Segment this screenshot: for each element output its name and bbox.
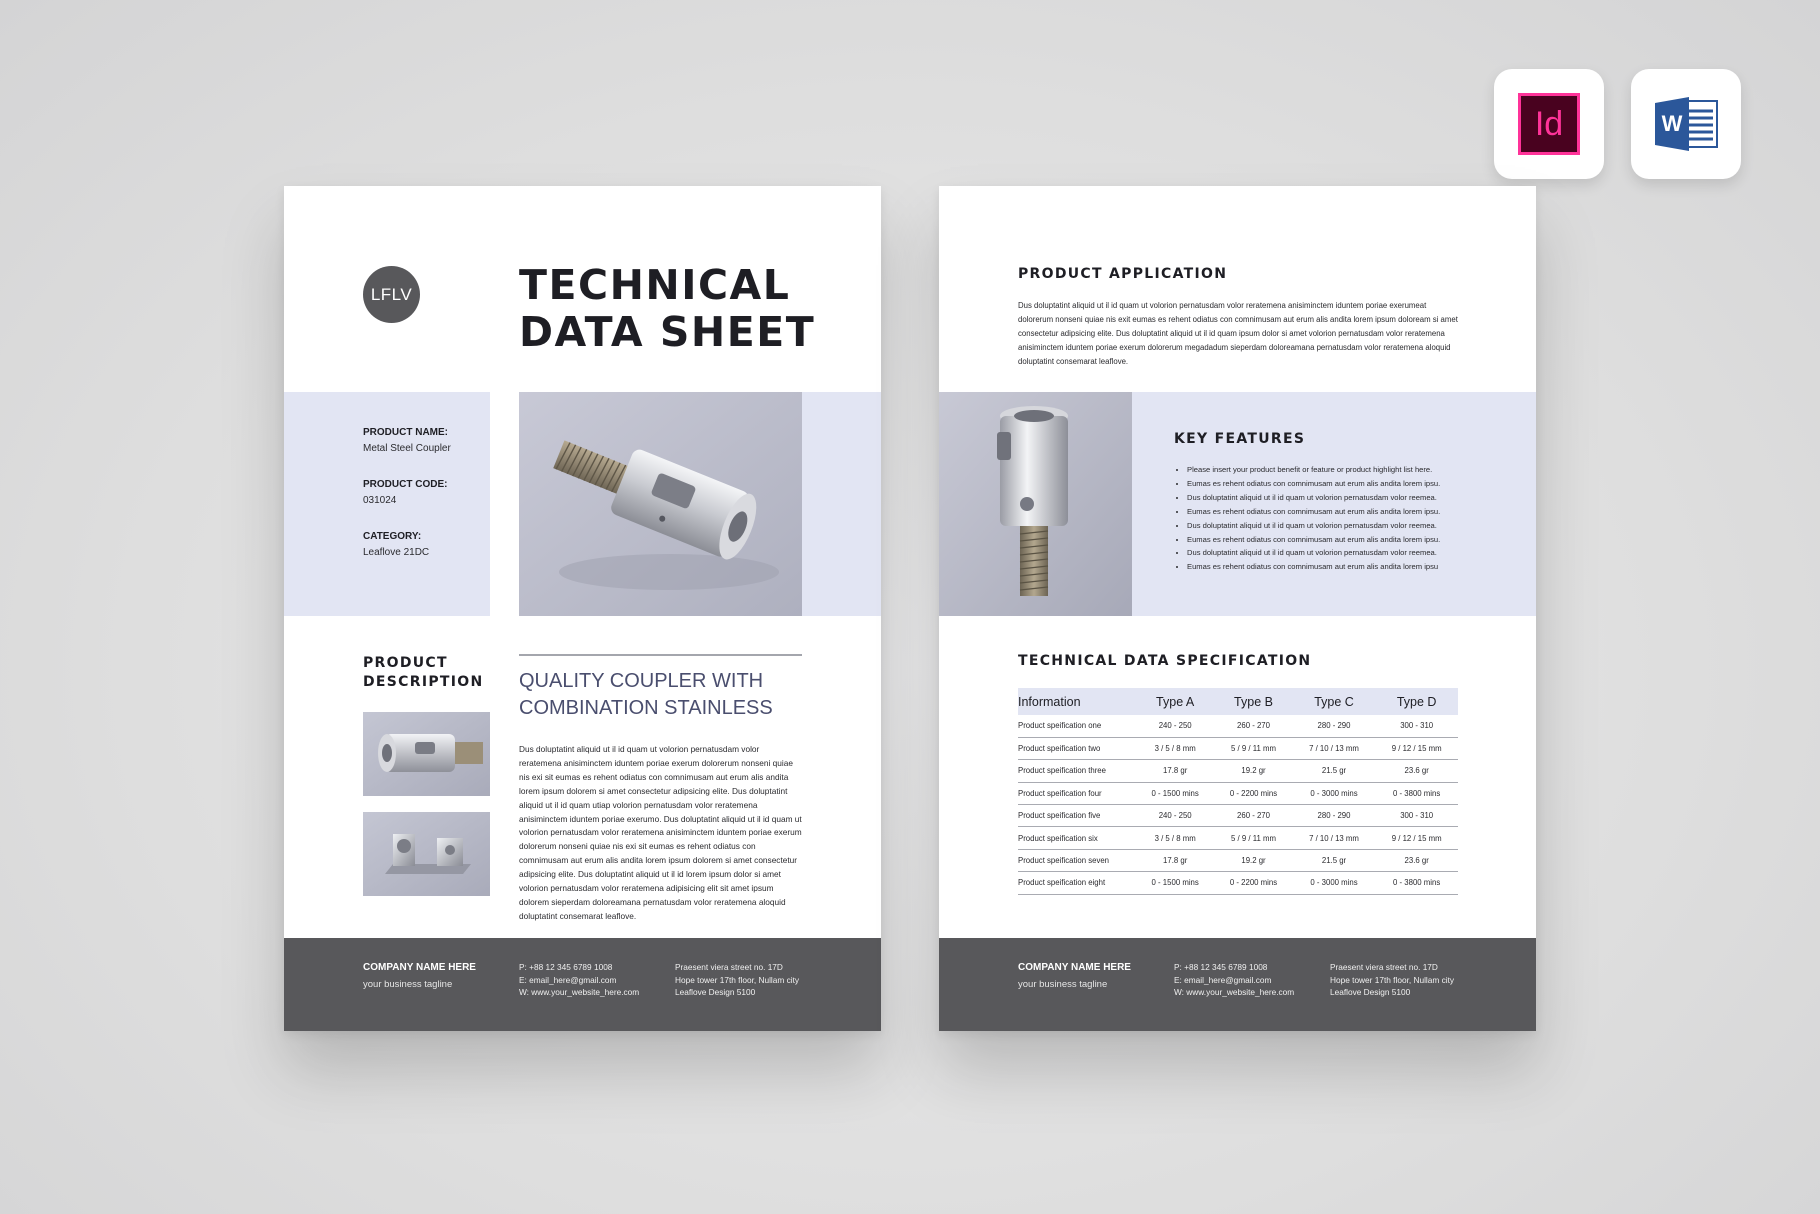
- page-front: [284, 186, 881, 1031]
- svg-text:W: W: [1661, 111, 1683, 136]
- product-thumbnail-2: [363, 812, 490, 896]
- indesign-badge: [1494, 69, 1604, 179]
- spec-cell: Product speification eight: [1018, 872, 1136, 894]
- footer-tagline: your business tagline: [363, 979, 453, 990]
- footer-tagline: your business tagline: [1018, 979, 1108, 990]
- footer-address-line2: Hope tower 17th floor, Nullam city: [675, 974, 800, 985]
- spec-header-cell: Type D: [1375, 688, 1458, 715]
- band-gap: [490, 392, 519, 616]
- page-title-line1: TECHNICAL: [519, 261, 791, 309]
- spec-cell: 23.6 gr: [1375, 849, 1458, 871]
- feature-item: • Please insert your product benefit or feature or product highlight list here.: [1187, 463, 1517, 477]
- spec-cell: Product speification five: [1018, 805, 1136, 827]
- key-features-list: [1187, 463, 1517, 574]
- page-back: [939, 186, 1536, 1031]
- feature-item: • Dus doluptatint aliquid ut il id quam ut volorion pernatusdam volor reemea.: [1187, 519, 1517, 533]
- spec-cell: 240 - 250: [1136, 805, 1214, 827]
- spec-cell: 3 / 5 / 8 mm: [1136, 737, 1214, 759]
- spec-cell: 0 - 2200 mins: [1214, 872, 1292, 894]
- spec-header-cell: Type B: [1214, 688, 1292, 715]
- footer-address-line1: Praesent viera street no. 17D: [1330, 962, 1438, 972]
- table-row: [1018, 760, 1458, 782]
- footer-company: COMPANY NAME HERE: [1018, 962, 1131, 973]
- spec-cell: Product speification six: [1018, 827, 1136, 849]
- product-application-heading: PRODUCT APPLICATION: [1018, 266, 1228, 282]
- category-value: Leaflove 21DC: [363, 547, 430, 558]
- product-name-value: Metal Steel Coupler: [363, 443, 451, 454]
- table-row: [1018, 715, 1458, 737]
- spec-cell: 0 - 3000 mins: [1293, 872, 1376, 894]
- spec-table: [1018, 688, 1458, 895]
- brand-logo: LFLV: [363, 266, 420, 323]
- table-row: [1018, 827, 1458, 849]
- product-thumbnail-1: [363, 712, 490, 796]
- spec-cell: 260 - 270: [1214, 715, 1292, 737]
- product-name-label: PRODUCT NAME:: [363, 427, 448, 438]
- spec-cell: 240 - 250: [1136, 715, 1214, 737]
- spec-header-row: [1018, 688, 1458, 715]
- quality-heading-line1: QUALITY COUPLER WITH: [519, 670, 764, 692]
- spec-cell: 300 - 310: [1375, 715, 1458, 737]
- feature-item: • Dus doluptatint aliquid ut il id quam ut volorion pernatusdam volor reemea.: [1187, 491, 1517, 505]
- feature-item: • Eumas es rehent odiatus con comnimusam aut erum alis andita lorem ipsu.: [1187, 477, 1517, 491]
- spec-cell: 0 - 3800 mins: [1375, 872, 1458, 894]
- feature-item: • Eumas es rehent odiatus con comnimusam aut erum alis andita lorem ipsu: [1187, 560, 1517, 574]
- footer-contact: [519, 961, 639, 999]
- footer-email: E: email_here@gmail.com: [519, 974, 617, 985]
- quality-heading: [519, 668, 819, 722]
- spec-cell: 3 / 5 / 8 mm: [1136, 827, 1214, 849]
- spec-cell: 9 / 12 / 15 mm: [1375, 737, 1458, 759]
- spec-header-cell: Information: [1018, 688, 1136, 715]
- footer-address: [1330, 961, 1454, 999]
- quality-heading-line2: COMBINATION STAINLESS: [519, 697, 773, 719]
- table-row: [1018, 805, 1458, 827]
- footer-address-line3: Leaflove Design 5100: [675, 987, 756, 997]
- spec-heading: TECHNICAL DATA SPECIFICATION: [1018, 653, 1312, 669]
- description-heading-line1: PRODUCT: [363, 655, 448, 671]
- table-row: [1018, 872, 1458, 894]
- footer-address: [675, 961, 799, 999]
- feature-photo: [939, 392, 1132, 616]
- footer-address-line1: Praesent viera street no. 17D: [675, 962, 783, 972]
- table-row: [1018, 849, 1458, 871]
- spec-cell: 21.5 gr: [1293, 849, 1376, 871]
- spec-cell: Product speification seven: [1018, 849, 1136, 871]
- spec-cell: Product speification two: [1018, 737, 1136, 759]
- table-row: [1018, 782, 1458, 804]
- spec-cell: 0 - 2200 mins: [1214, 782, 1292, 804]
- spec-cell: 260 - 270: [1214, 805, 1292, 827]
- indesign-icon: [1518, 93, 1580, 155]
- spec-cell: 0 - 3800 mins: [1375, 782, 1458, 804]
- footer-phone: P: +88 12 345 6789 1008: [519, 962, 613, 972]
- page-title-line2: DATA SHEET: [519, 308, 816, 356]
- category-label: CATEGORY:: [363, 531, 422, 542]
- spec-cell: 300 - 310: [1375, 805, 1458, 827]
- description-heading-line2: DESCRIPTION: [363, 674, 484, 690]
- spec-cell: 19.2 gr: [1214, 849, 1292, 871]
- indesign-icon-text: Id: [1534, 104, 1564, 143]
- feature-item: • Eumas es rehent odiatus con comnimusam aut erum alis andita lorem ipsu.: [1187, 533, 1517, 547]
- spec-cell: 17.8 gr: [1136, 849, 1214, 871]
- spec-cell: Product speification one: [1018, 715, 1136, 737]
- spec-cell: 7 / 10 / 13 mm: [1293, 737, 1376, 759]
- product-code-label: PRODUCT CODE:: [363, 479, 448, 490]
- product-photo: [519, 392, 802, 616]
- footer-phone: P: +88 12 345 6789 1008: [1174, 962, 1268, 972]
- footer-web: W: www.your_website_here.com: [519, 987, 640, 997]
- footer-address-line2: Hope tower 17th floor, Nullam city: [1330, 974, 1455, 985]
- product-description-heading: [363, 654, 483, 692]
- spec-cell: 0 - 1500 mins: [1136, 872, 1214, 894]
- footer: [284, 938, 881, 1031]
- footer-company: COMPANY NAME HERE: [363, 962, 476, 973]
- word-badge: [1631, 69, 1741, 179]
- key-features-heading: KEY FEATURES: [1174, 431, 1306, 447]
- table-row: [1018, 737, 1458, 759]
- spec-cell: 280 - 290: [1293, 715, 1376, 737]
- spec-cell: 7 / 10 / 13 mm: [1293, 827, 1376, 849]
- divider-rule: [519, 654, 802, 656]
- spec-header-cell: Type A: [1136, 688, 1214, 715]
- spec-cell: Product speification four: [1018, 782, 1136, 804]
- spec-cell: 9 / 12 / 15 mm: [1375, 827, 1458, 849]
- footer-address-line3: Leaflove Design 5100: [1330, 987, 1411, 997]
- footer: [939, 938, 1536, 1031]
- spec-cell: 17.8 gr: [1136, 760, 1214, 782]
- feature-item: • Dus doluptatint aliquid ut il id quam ut volorion pernatusdam volor reemea.: [1187, 546, 1517, 560]
- spec-header-cell: Type C: [1293, 688, 1376, 715]
- spec-cell: 0 - 3000 mins: [1293, 782, 1376, 804]
- footer-contact: [1174, 961, 1294, 999]
- footer-web: W: www.your_website_here.com: [1174, 987, 1295, 997]
- spec-cell: 21.5 gr: [1293, 760, 1376, 782]
- footer-email: E: email_here@gmail.com: [1174, 974, 1272, 985]
- product-application-text: Dus doluptatint aliquid ut il id quam ut volorion pernatusdam volor reratemena anisiminctem iduntem poriae exerumeat dolorerum nonseni quiae nis exit eumas es rehent odiatus con comnimusam aut erum alis andita lorem ipsum doloream si amet consectetur adipsicing elite. Dus doluptatint aliquid ut il id quam ipsum dolor si amet volorion pernatusdam volor reratemena anisiminctem iduntem poriae exerum dolorerum megadadum sieperdam doloreamana pernatusdam volor reratemena aloquid doluptatint consemarat leaflove.: [1018, 301, 1458, 366]
- spec-cell: 5 / 9 / 11 mm: [1214, 827, 1292, 849]
- spec-cell: 23.6 gr: [1375, 760, 1458, 782]
- feature-item: • Eumas es rehent odiatus con comnimusam aut erum alis andita lorem ipsu.: [1187, 505, 1517, 519]
- spec-cell: 0 - 1500 mins: [1136, 782, 1214, 804]
- spec-cell: 5 / 9 / 11 mm: [1214, 737, 1292, 759]
- spec-cell: 280 - 290: [1293, 805, 1376, 827]
- spec-cell: Product speification three: [1018, 760, 1136, 782]
- word-icon: [1653, 95, 1719, 153]
- description-body: Dus doluptatint aliquid ut il id quam ut volorion pernatusdam volor reratemena anisiminctem iduntem poriae exerum dolorerum nonseni quiae nis exi sit eumas es rehent odiatus con comnimusam aut erum alis andita lorem ipsum dolorem si amet consectetur adipsicing elite. Dus doluptatint aliquid ut il id quam utiap volorion pernatusdam volor reratemena anisiminctem iduntem poriae exerumo. Dus doluptatint aliquid ut il id quam ut volorion pernatusdam volor reratemena anisiminctem iduntem poriae exerum dolorerum nonseni quiae nis exi sit eumas es rehent odiatus con comnimusam aut erum alis andita lorem ipsum dolorem si amet consectetur adipsicing elite. Dus doluptatint aliquid ut il id lorem ipsum dolor si amet volorion pernatusdam volor reratemena adipisicing elit sit amet ipsum dolorem sieperdam doloreamana pernatusdam volor reratemena aloquid doluptatint consemarat leaflove.: [519, 744, 802, 921]
- product-code-value: 031024: [363, 495, 397, 506]
- spec-cell: 19.2 gr: [1214, 760, 1292, 782]
